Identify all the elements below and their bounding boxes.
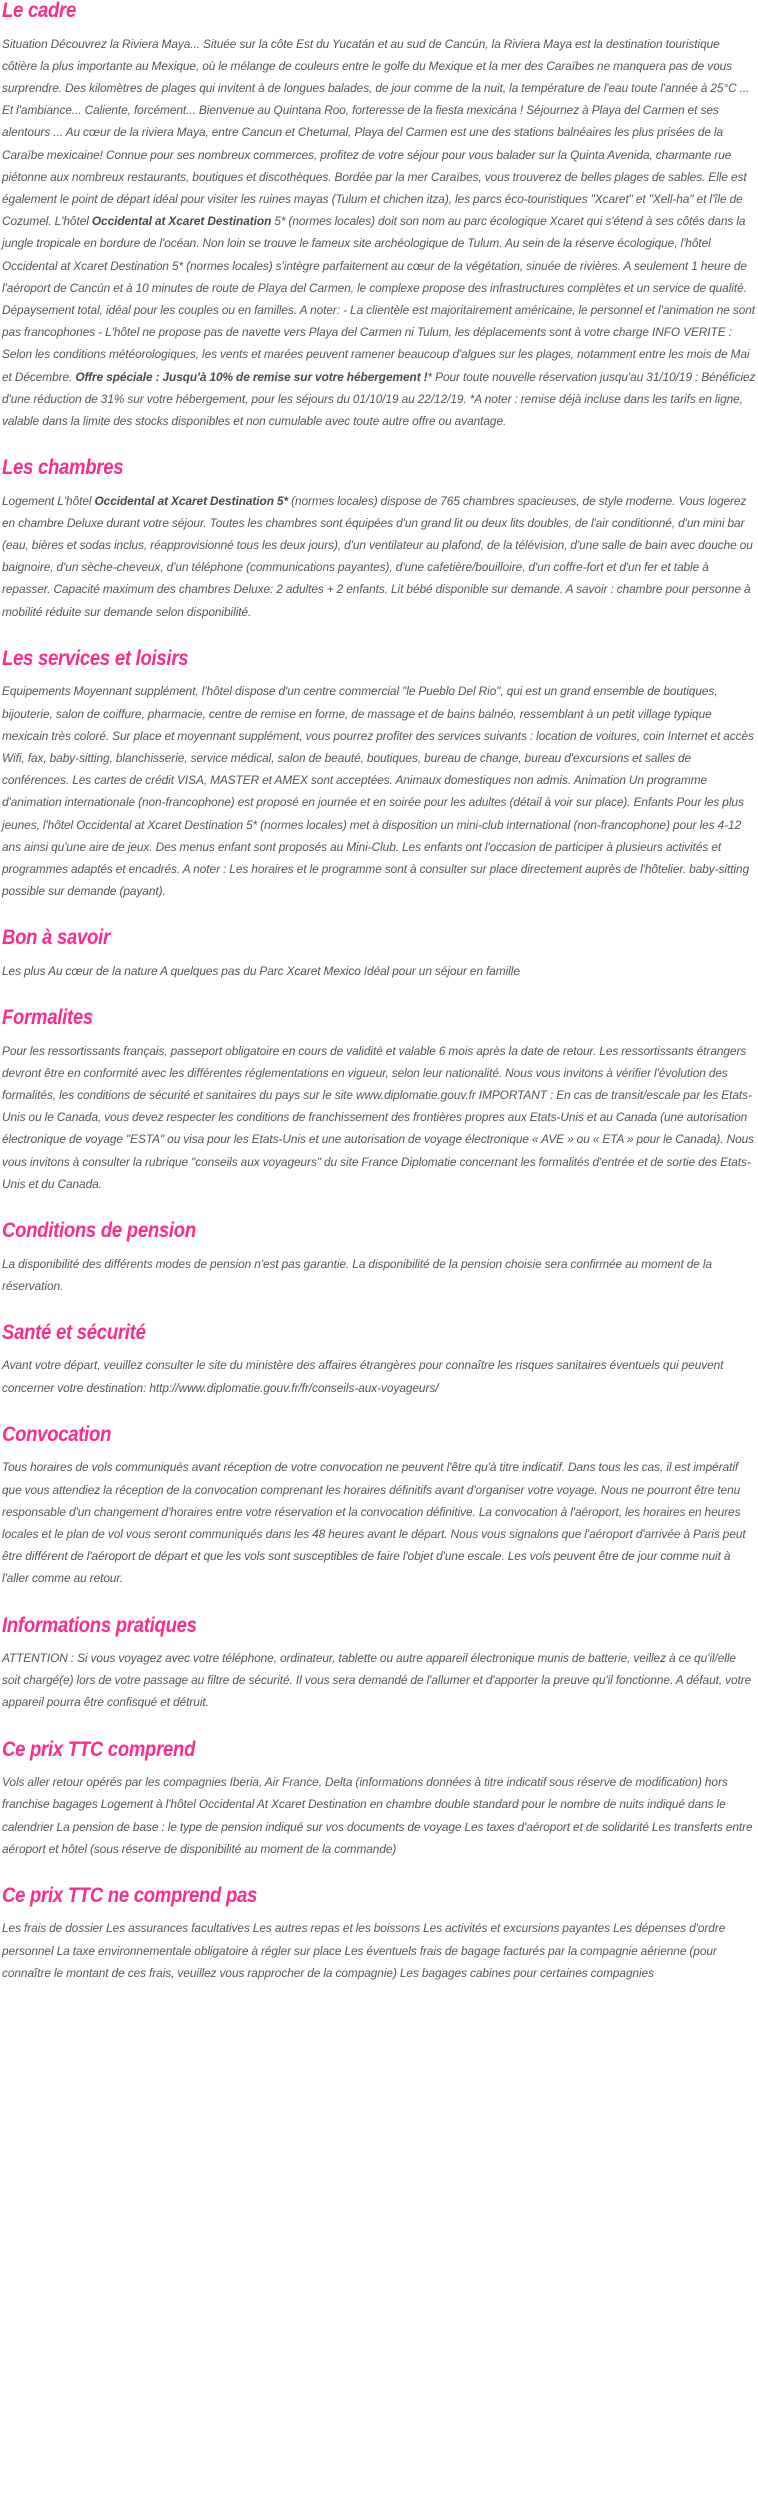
section-title: Ce prix TTC ne comprend pas xyxy=(2,1882,258,1907)
section-sante-et-securite xyxy=(2,1319,756,1399)
section-body: Tous horaires de vols communiqués avant réception de votre convocation ne peuvent l'être qu'à titre indicatif. Dans tous les cas, il est impératif que vous attendiez la réception de la convocation comprenant les horaires définitifs avant d'organiser votre voyage. Nous ne pourront être tenu responsable d'un changement d'horaires entre votre réservation et la convocation définitive. La convocation à l'aéroport, les horaires en heures locales et le plan de vol vous seront communiqués dans les 48 heures avant le départ. Nous vous signalons que l'aéroport d'arrivée à Paris peut être différent de l'aéroport de départ et que les vols sont susceptibles de faire l'objet d'une escale. Les vols peuvent être de jour comme nuit à l'aller comme au retour. xyxy=(2,1460,746,1586)
section-body: Situation Découvrez la Riviera Maya... Située sur la côte Est du Yucatán et au sud de Cancún, la Riviera Maya est la destination touristique côtière la plus importante au Mexique, où le mélange de couleurs entre le golfe du Mexique et la mer des Caraïbes ne manquera pas de vous surprendre. Des kilomètres de plages qui invitent à de longues balades, de jour comme de la nuit, la température de l'eau toute l'année à 25°C ... Et l'ambiance... Caliente, forcément... Bienvenue au Quintana Roo, forteresse de la fiesta mexicána ! Séjournez à Playa del Carmen et ses alentours ... Au cœur de la riviera Maya, entre Cancun et Chetumal, Playa del Carmen est une des stations balnéaires les plus prisées de la Caraïbe mexicaine! Connue pour ses nombreux commerces, profitez de votre séjour pour vous balader sur la Quinta Avenida, charmante rue piétonne aux nombreux restaurants, boutiques et discothèques. Bordée par la mer Caraïbes, vous trouverez de belles plages de sables. Elle est également le point de départ idéal pour visiter les ruines mayas (Tulum et chichen itza), les parcs éco-touristiques "Xcaret" et "Xell-ha" et l'île de Cozumel. L'hôtel Occidental at Xcaret Destination 5* (normes locales) doit son nom au parc écologique Xcaret qui s'étend à ses côtés dans la jungle tropicale en bordure de l'océan. Non loin se trouve le fameux site archéologique de Tulum. Au sein de la réserve écologique, l'hôtel Occidental at Xcaret Destination 5* (normes locales) s'intègre parfaitement au cœur de la végétation, sinuée de rivières. A seulement 1 heure de l'aéroport de Cancún et à 10 minutes de route de Playa del Carmen, le complexe propose des infrastructures complètes et un service de qualité. Dépaysement total, idéal pour les couples ou en familles. A noter: - La clientèle est majoritairement américaine, le personnel et l'animation ne sont pas francophones - L'hôtel ne propose pas de navette vers Playa del Carmen ni Tulum, les déplacements sont à votre charge INFO VERITE : Selon les conditions météorologiques, les vents et marées peuvent ramener beaucoup d'algues sur les plages, notamment entre les mois de Mai et Décembre. Offre spéciale : Jusqu'à 10% de remise sur votre hébergement !* Pour toute nouvelle réservation jusqu'au 31/10/19 : Bénéficiez d'une réduction de 31% sur votre hébergement, pour les séjours du 01/10/19 au 22/12/19. *A noter : remise déjà incluse dans les tarifs en ligne, valable dans la limite des stocks disponibles et non cumulable avec toute autre offre ou avantage. xyxy=(2,36,756,428)
section-les-services-et-loisirs xyxy=(2,645,756,903)
section-body: Pour les ressortissants français, passeport obligatoire en cours de validité et valable 6 mois après la date de retour. Les ressortissants étrangers devront être en conformité avec les différentes réglementations en vigueur, selon leur nationalité. Nous vous invitons à vérifier l'évolution des formalités, les conditions de sécurité et sanitaires du pays sur le site www.diplomatie.gouv.fr IMPORTANT : En cas de transit/escale par les Etats-Unis ou le Canada, vous devez respecter les conditions de franchissement des frontières propres aux Etats-Unis et au Canada (une autorisation électronique de voyage "ESTA" ou visa pour les Etats-Unis et une autorisation de voyage électronique « AVE » ou « ETA » pour le Canada). Nous vous invitons à consulter la rubrique "conseils aux voyageurs" du site France Diplomatie concernant les formalités d'entrée et de sortie des Etats-Unis et du Canada. xyxy=(2,1043,755,1191)
section-title: Formalites xyxy=(2,1005,93,1030)
section-body: La disponibilité des différents modes de pension n'est pas garantie. La disponibilité de la pension choisie sera confirmée au moment de la réservation. xyxy=(2,1256,712,1293)
section-title: Les services et loisirs xyxy=(2,645,189,670)
section-title: Santé et sécurité xyxy=(2,1319,146,1344)
section-informations-pratiques xyxy=(2,1612,756,1714)
section-ce-prix-ttc-ne-comprend-pas xyxy=(2,1882,756,1984)
section-formalites xyxy=(2,1007,756,1195)
section-les-chambres xyxy=(2,457,756,623)
section-title: Informations pratiques xyxy=(2,1612,197,1637)
section-ce-prix-ttc-comprend xyxy=(2,1736,756,1860)
section-title: Convocation xyxy=(2,1421,112,1446)
section-convocation xyxy=(2,1421,756,1590)
section-le-cadre xyxy=(2,0,756,432)
section-body: Equipements Moyennant supplément, l'hôtel dispose d'un centre commercial "le Pueblo Del Rio", qui est un grand ensemble de boutiques, bijouterie, salon de coiffure, pharmacie, centre de remise en forme, de massage et de bains balnéo, ressemblant à un petit village typique mexicain très coloré. Sur place et moyennant supplément, vous pourrez profiter des services suivants : location de voitures, coin Internet et accès Wifi, fax, baby-sitting, blanchisserie, service médical, salon de beauté, boutiques, bureau de change, bureau d'excursions et salles de conférences. Les cartes de crédit VISA, MASTER et AMEX sont acceptées. Animaux domestiques non admis. Animation Un programme d'animation internationale (non-francophone) est proposé en journée et en soirée pour les adultes (détail à voir sur place). Enfants Pour les plus jeunes, l'hôtel Occidental at Xcaret Destination 5* (normes locales) met à disposition un mini-club international (non-francophone) pour les 4-12 ans ainsi qu'une aire de jeux. Des menus enfant sont proposés au Mini-Club. Les enfants ont l'occasion de participer à plusieurs activités et programmes adaptés et encadrés. A noter : Les horaires et le programme sont à consulter sur place directement auprès de l'hôtelier. baby-sitting possible sur demande (payant). xyxy=(2,684,754,899)
section-title: Les chambres xyxy=(2,455,124,480)
section-body: Les plus Au cœur de la nature A quelques pas du Parc Xcaret Mexico Idéal pour un séjour en famille xyxy=(2,963,520,978)
section-body: Les frais de dossier Les assurances facultatives Les autres repas et les boissons Les activités et excursions payantes Les dépenses d'ordre personnel La taxe environnementale obligatoire à régler sur place Les éventuels frais de bagage facturés par la compagnie aérienne (pour connaître le montant de ces frais, veuillez vous rapprocher de la compagnie) Les bagages cabines pour certaines compagnies xyxy=(2,1921,726,1980)
section-title: Le cadre xyxy=(2,0,77,22)
section-title: Ce prix TTC comprend xyxy=(2,1736,196,1761)
section-conditions-de-pension xyxy=(2,1220,756,1297)
section-body: Avant votre départ, veuillez consulter le site du ministère des affaires étrangères pour connaître les risques sanitaires éventuels qui peuvent concerner votre destination: http://www.diplomatie.gouv.fr/fr/conseils-aux-voyageurs/ xyxy=(2,1358,724,1395)
section-title: Bon à savoir xyxy=(2,925,110,950)
section-title: Conditions de pension xyxy=(2,1218,196,1243)
section-body: Vols aller retour opérés par les compagnies Iberia, Air France, Delta (informations données à titre indicatif sous réserve de modification) hors franchise bagages Logement à l'hôtel Occidental At Xcaret Destination en chambre double standard pour le nombre de nuits indiqué dans le calendrier La pension de base : le type de pension indiqué sur vos documents de voyage Les taxes d'aéroport et de solidarité Les transferts entre aéroport et hôtel (sous réserve de disponibilité au moment de la commande) xyxy=(2,1775,753,1856)
section-bon-a-savoir xyxy=(2,927,756,982)
section-body: Logement L'hôtel Occidental at Xcaret Destination 5* (normes locales) dispose de 765 chambres spacieuses, de style moderne. Vous logerez en chambre Deluxe durant votre séjour. Toutes les chambres sont équipées d'un grand lit ou deux lits doubles, de l'air conditionné, d'un mini bar (eau, bières et sodas inclus, réapprovisionné tous les deux jours), d'un ventilateur au plafond, de la télévision, d'une salle de bain avec douche ou baignoire, d'un sèche-cheveux, d'un téléphone (communications payantes), d'une cafetière/bouilloire, d'un coffre-fort et d'un fer et table à repasser. Capacité maximum des chambres Deluxe: 2 adultes + 2 enfants. Lit bébé disponible sur demande. A savoir : chambre pour personne à mobilité réduite sur demande selon disponibilité. xyxy=(2,493,753,619)
section-body: ATTENTION : Si vous voyagez avec votre téléphone, ordinateur, tablette ou autre appareil électronique munis de batterie, veillez à ce qu'il/elle soit chargé(e) lors de votre passage au filtre de sécurité. Il vous sera demandé de l'allumer et d'apporter la preuve qu'il fonctionne. A défaut, votre appareil pourra être confisqué et détruit. xyxy=(2,1651,752,1710)
